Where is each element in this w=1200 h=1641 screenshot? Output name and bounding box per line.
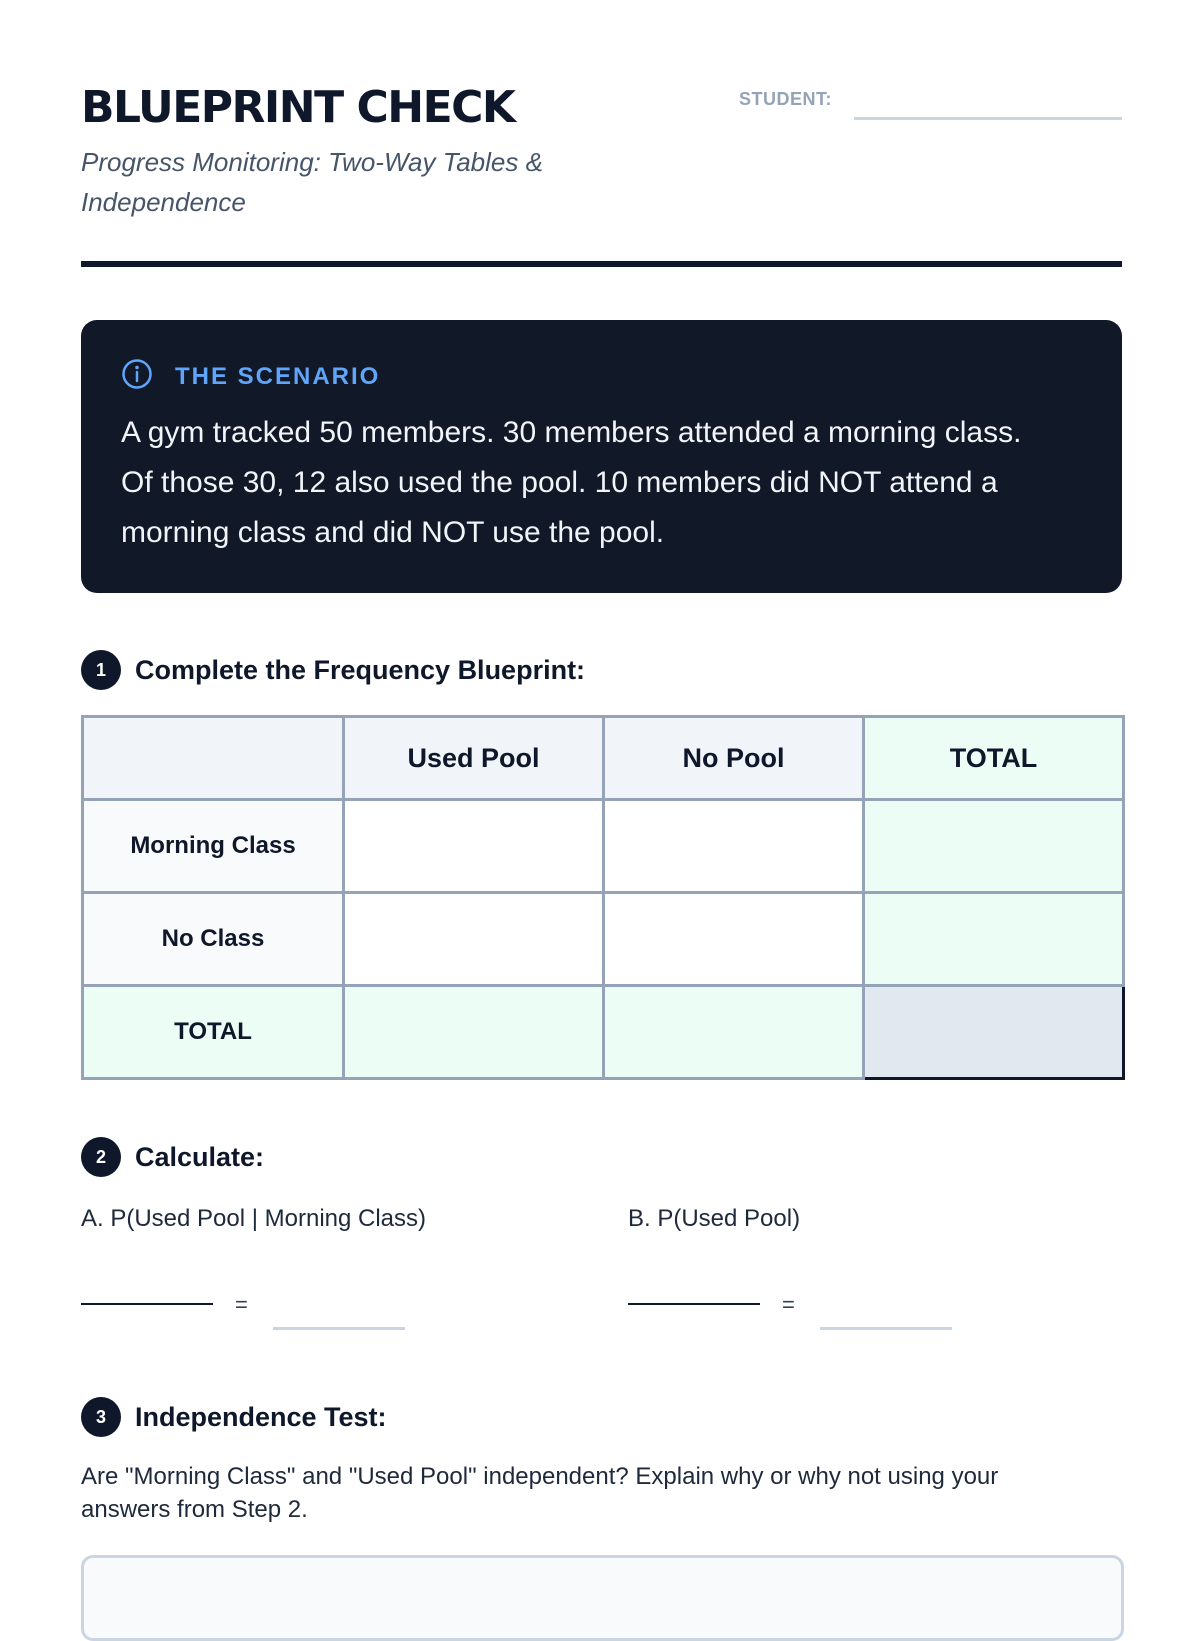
- calc-b-fraction-line[interactable]: [628, 1303, 760, 1305]
- frequency-table: [81, 715, 1125, 1080]
- info-icon: [121, 358, 153, 395]
- cell-grand-total[interactable]: [864, 986, 1124, 1079]
- table-header-row: [83, 717, 1124, 800]
- scenario-box: [81, 320, 1122, 593]
- step-number-badge: 2: [81, 1137, 121, 1177]
- calc-b-label: B. P(Used Pool): [628, 1205, 801, 1232]
- worksheet-subtitle: Progress Monitoring: Two-Way Tables & Independence: [81, 147, 543, 217]
- step-2-label: Calculate:: [135, 1141, 265, 1172]
- cell-total-no-pool[interactable]: [604, 986, 864, 1079]
- student-name-field[interactable]: [854, 117, 1122, 120]
- step-number-badge: 3: [81, 1397, 121, 1437]
- cell-no-class-no-pool[interactable]: [604, 893, 864, 986]
- worksheet-title: BLUEPRINT CHECK: [81, 82, 515, 133]
- explanation-answer-box[interactable]: [81, 1555, 1124, 1641]
- calc-a-fraction-line[interactable]: [81, 1303, 213, 1305]
- header-divider: [81, 261, 1122, 267]
- calc-b-answer-field[interactable]: [820, 1327, 952, 1330]
- calc-b-equals: =: [782, 1292, 795, 1317]
- scenario-title: THE SCENARIO: [175, 362, 381, 390]
- cell-no-class-used-pool[interactable]: [344, 893, 604, 986]
- row-header-morning-class: Morning Class: [83, 800, 344, 893]
- step-1-label: Complete the Frequency Blueprint:: [135, 654, 586, 685]
- cell-morning-total[interactable]: [864, 800, 1124, 893]
- table-row: [83, 800, 1124, 893]
- step-2-heading: [81, 1137, 264, 1177]
- cell-morning-used-pool[interactable]: [344, 800, 604, 893]
- cell-morning-no-pool[interactable]: [604, 800, 864, 893]
- independence-question: Are "Morning Class" and "Used Pool" independent? Explain why or why not using your answers from Step 2.: [81, 1463, 999, 1523]
- column-header-total: TOTAL: [864, 717, 1124, 800]
- table-row: [83, 893, 1124, 986]
- scenario-header: [121, 358, 380, 395]
- step-number-badge: 1: [81, 650, 121, 690]
- cell-total-used-pool[interactable]: [344, 986, 604, 1079]
- student-label: STUDENT:: [739, 89, 832, 109]
- cell-no-class-total[interactable]: [864, 893, 1124, 986]
- calc-a-answer-field[interactable]: [273, 1327, 405, 1330]
- row-header-total: TOTAL: [83, 986, 344, 1079]
- step-3-label: Independence Test:: [135, 1401, 387, 1432]
- scenario-text: A gym tracked 50 members. 30 members attended a morning class. Of those 30, 12 also used the pool. 10 members did NOT attend a morning class and did NOT use the pool.: [121, 416, 1022, 549]
- calc-a-label: A. P(Used Pool | Morning Class): [81, 1205, 427, 1232]
- step-3-heading: [81, 1397, 387, 1437]
- column-header-used-pool: Used Pool: [344, 717, 604, 800]
- calc-a-equals: =: [235, 1292, 248, 1317]
- step-1-heading: [81, 650, 585, 690]
- table-corner-cell: [83, 717, 344, 800]
- row-header-no-class: No Class: [83, 893, 344, 986]
- column-header-no-pool: No Pool: [604, 717, 864, 800]
- table-row: [83, 986, 1124, 1079]
